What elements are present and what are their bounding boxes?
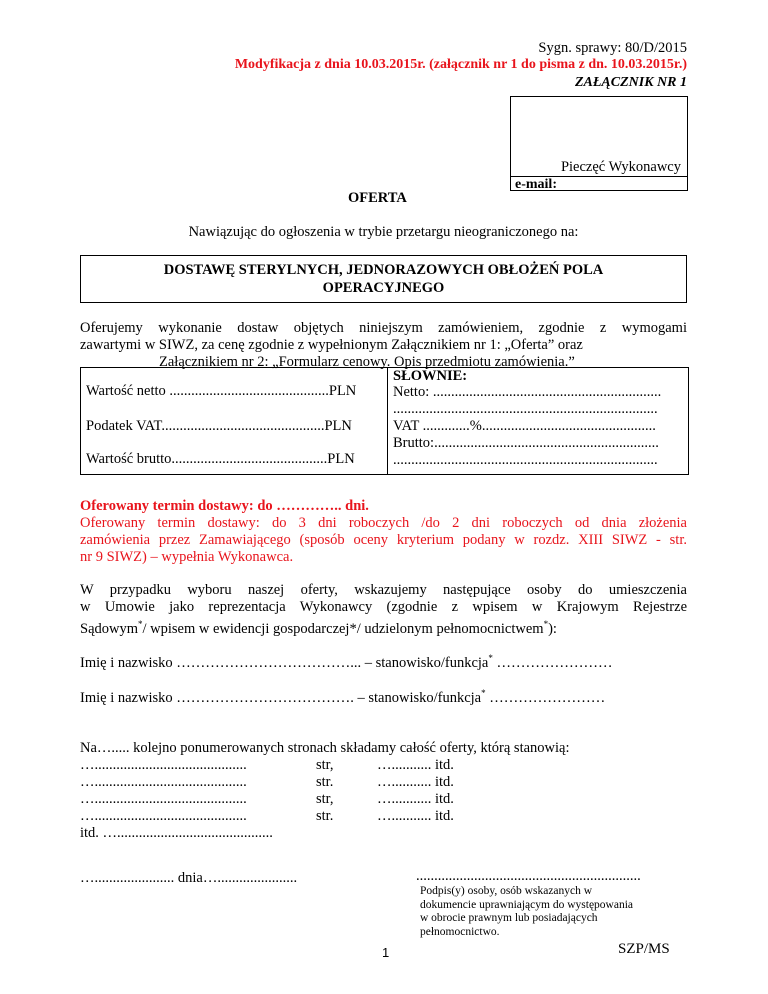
words-gross: Brutto:.............................................................. <box>393 435 659 451</box>
modification-note: Modyfikacja z dnia 10.03.2015r. (załącznik nr 1 do pisma z dn. 10.03.2015r.) <box>234 57 687 72</box>
words-header: SŁOWNIE: <box>393 368 468 384</box>
pages-intro: Na…..... kolejno ponumerowanych stronach składamy całość oferty, którą stanowią: <box>80 740 570 756</box>
initials: SZP/MS <box>618 941 670 957</box>
offer-line-3: Załącznikiem nr 2: „Formularz cenowy. Opis przedmiotu zamówienia.” <box>159 354 575 370</box>
list-item: ….......................................... str, …........... itd. <box>80 791 454 807</box>
page-title: OFERTA <box>348 190 407 206</box>
delivery-line-2: zamówienia przez Zamawiającego (sposób oceny kryterium podany w rozdz. XIII SIWZ - str. <box>80 532 687 548</box>
representation-section <box>80 582 687 638</box>
subject-box <box>80 255 687 303</box>
price-table <box>80 367 689 475</box>
subject-line-1: DOSTAWĘ STERYLNYCH, JEDNORAZOWYCH OBŁOŻEŃ POLA <box>163 262 604 278</box>
words-gross-cont: ......................................................................... <box>393 452 658 468</box>
delivery-line-1: Oferowany termin dostawy: do 3 dni roboczych /do 2 dni roboczych od dnia złożenia <box>80 515 687 531</box>
person-row: Imię i nazwisko ………………………………... – stanowisko/funkcja* …………………… <box>80 653 613 671</box>
case-number: Sygn. sprawy: 80/D/2015 <box>538 40 687 56</box>
signature-line: .............................................................. <box>416 868 641 884</box>
offer-line-2: zawartymi w SIWZ, za cenę zgodnie z wypełnionym Załącznikiem nr 1: „Oferta” oraz <box>80 337 583 353</box>
vat-row: Podatek VAT.............................................PLN <box>86 418 352 434</box>
subject-line-2: OPERACYJNEGO <box>322 280 445 296</box>
delivery-section <box>80 498 687 566</box>
pages-list <box>80 757 687 842</box>
offer-paragraph <box>80 320 687 371</box>
page-number: 1 <box>382 945 390 960</box>
representation-line-2: w Umowie jako reprezentacja Wykonawcy (zgodnie z wpisem w Krajowym Rejestrze <box>80 599 687 615</box>
list-item: ….......................................... str. …........... itd. <box>80 808 454 824</box>
contractor-stamp-box <box>510 96 688 191</box>
net-value-row: Wartość netto ............................................PLN <box>86 383 357 399</box>
offer-line-1: Oferujemy wykonanie dostaw objętych niniejszym zamówieniem, zgodnie z wymogami <box>80 320 687 336</box>
words-vat: VAT .............%................................................ <box>393 418 656 434</box>
attachment-label: ZAŁĄCZNIK NR 1 <box>574 75 687 90</box>
signature-note: Podpis(y) osoby, osób wskazanych w dokumencie uprawniającym do występowania w obrocie prawnym lub posiadających pełnomocnictwo. <box>420 885 634 938</box>
email-label: e-mail: <box>511 176 687 193</box>
delivery-line-3: nr 9 SIWZ) – wypełnia Wykonawca. <box>80 549 294 565</box>
representation-line-3: Sądowym*/ wpisem w ewidencji gospodarczej*/ udzielonym pełnomocnictwem*): <box>80 619 557 637</box>
words-net-cont: ......................................................................... <box>393 401 658 417</box>
place-date: …...................... dnia…...................... <box>80 870 298 886</box>
table-divider <box>387 368 388 474</box>
stamp-label: Pieczęć Wykonawcy <box>560 159 681 175</box>
list-item: ….......................................... str, …........... itd. <box>80 757 454 773</box>
words-net: Netto: ............................................................... <box>393 384 662 400</box>
representation-line-1: W przypadku wyboru naszej oferty, wskazujemy następujące osoby do umieszczenia <box>80 582 687 598</box>
gross-value-row: Wartość brutto...........................................PLN <box>86 451 355 467</box>
person-row: Imię i nazwisko ………………………………. – stanowisko/funkcja* …………………… <box>80 688 606 706</box>
intro-text: Nawiązując do ogłoszenia w trybie przetargu nieograniczonego na: <box>188 224 579 240</box>
delivery-heading: Oferowany termin dostawy: do ………….. dni. <box>80 498 369 514</box>
list-item: ….......................................... str. …........... itd. <box>80 774 454 790</box>
pages-last: itd. …........................................... <box>80 825 273 841</box>
